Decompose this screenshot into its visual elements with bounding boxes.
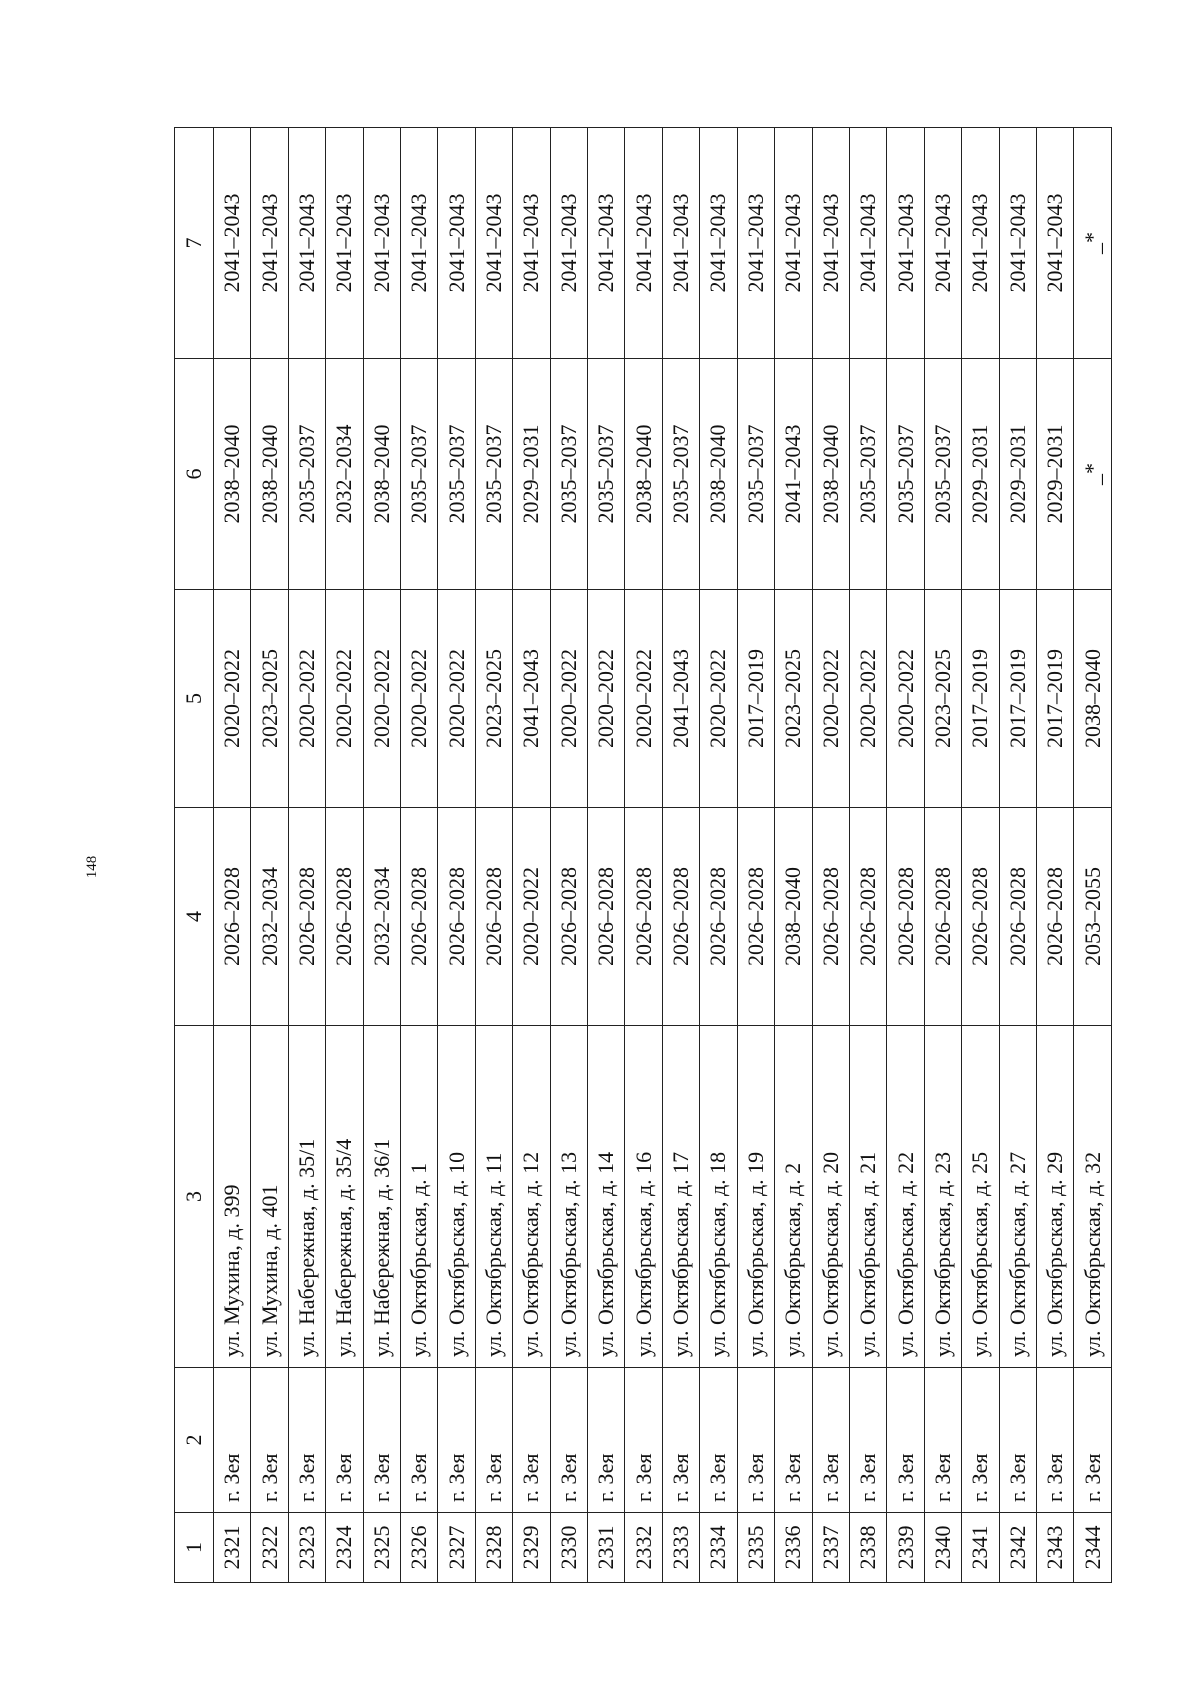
table-row bbox=[700, 128, 737, 1583]
address-cell: ул. Набережная, д. 35/1 bbox=[288, 1026, 325, 1368]
period-cell-4: 2026–2028 bbox=[326, 808, 363, 1026]
address-cell: ул. Октябрьская, д. 22 bbox=[887, 1026, 924, 1368]
period-cell-4: 2026–2028 bbox=[288, 808, 325, 1026]
address-cell: ул. Октябрьская, д. 17 bbox=[662, 1026, 699, 1368]
period-cell-5: 2020–2022 bbox=[363, 590, 400, 808]
period-cell-7: 2041–2043 bbox=[775, 128, 812, 359]
period-cell-7: 2041–2043 bbox=[1036, 128, 1073, 359]
period-cell-5: 2020–2022 bbox=[849, 590, 886, 808]
period-cell-4: 2026–2028 bbox=[662, 808, 699, 1026]
period-cell-4: 2026–2028 bbox=[475, 808, 512, 1026]
period-cell-7: 2041–2043 bbox=[363, 128, 400, 359]
period-cell-6: 2035–2037 bbox=[887, 359, 924, 590]
row-number-cell: 2321 bbox=[214, 1513, 251, 1583]
period-cell-5: 2020–2022 bbox=[887, 590, 924, 808]
period-cell-7: 2041–2043 bbox=[662, 128, 699, 359]
table-row bbox=[475, 128, 512, 1583]
city-cell: г. Зея bbox=[1036, 1368, 1073, 1513]
period-cell-7: 2041–2043 bbox=[924, 128, 961, 359]
period-cell-6: 2035–2037 bbox=[849, 359, 886, 590]
row-number-cell: 2333 bbox=[662, 1513, 699, 1583]
city-cell: г. Зея bbox=[662, 1368, 699, 1513]
address-cell: ул. Октябрьская, д. 20 bbox=[812, 1026, 849, 1368]
period-cell-4: 2026–2028 bbox=[1036, 808, 1073, 1026]
address-cell: ул. Октябрьская, д. 14 bbox=[588, 1026, 625, 1368]
address-cell: ул. Октябрьская, д. 12 bbox=[513, 1026, 550, 1368]
city-cell: г. Зея bbox=[438, 1368, 475, 1513]
period-cell-4: 2038–2040 bbox=[775, 808, 812, 1026]
row-number-cell: 2323 bbox=[288, 1513, 325, 1583]
city-cell: г. Зея bbox=[588, 1368, 625, 1513]
period-cell-6: _* bbox=[1074, 359, 1112, 590]
table-row bbox=[513, 128, 550, 1583]
row-number-cell: 2328 bbox=[475, 1513, 512, 1583]
period-cell-6: 2038–2040 bbox=[812, 359, 849, 590]
period-cell-6: 2035–2037 bbox=[662, 359, 699, 590]
city-cell: г. Зея bbox=[924, 1368, 961, 1513]
period-cell-4: 2026–2028 bbox=[588, 808, 625, 1026]
period-cell-5: 2041–2043 bbox=[513, 590, 550, 808]
city-cell: г. Зея bbox=[288, 1368, 325, 1513]
address-cell: ул. Октябрьская, д. 32 bbox=[1074, 1026, 1112, 1368]
address-cell: ул. Октябрьская, д. 2 bbox=[775, 1026, 812, 1368]
address-cell: ул. Октябрьская, д. 1 bbox=[401, 1026, 438, 1368]
table-row bbox=[737, 128, 774, 1583]
period-cell-7: 2041–2043 bbox=[550, 128, 587, 359]
row-number-cell: 2322 bbox=[251, 1513, 288, 1583]
row-number-cell: 2341 bbox=[962, 1513, 999, 1583]
period-cell-4: 2026–2028 bbox=[550, 808, 587, 1026]
period-cell-5: 2023–2025 bbox=[475, 590, 512, 808]
period-cell-4: 2026–2028 bbox=[849, 808, 886, 1026]
period-cell-5: 2017–2019 bbox=[999, 590, 1036, 808]
row-number-cell: 2337 bbox=[812, 1513, 849, 1583]
table-row bbox=[214, 128, 251, 1583]
row-number-cell: 2332 bbox=[625, 1513, 662, 1583]
city-cell: г. Зея bbox=[887, 1368, 924, 1513]
table-row bbox=[625, 128, 662, 1583]
period-cell-5: 2020–2022 bbox=[625, 590, 662, 808]
period-cell-7: 2041–2043 bbox=[326, 128, 363, 359]
row-number-cell: 2325 bbox=[363, 1513, 400, 1583]
address-cell: ул. Октябрьская, д. 19 bbox=[737, 1026, 774, 1368]
city-cell: г. Зея bbox=[737, 1368, 774, 1513]
city-cell: г. Зея bbox=[326, 1368, 363, 1513]
row-number-cell: 2342 bbox=[999, 1513, 1036, 1583]
table-row bbox=[363, 128, 400, 1583]
column-header: 5 bbox=[175, 590, 214, 808]
column-header: 1 bbox=[175, 1513, 214, 1583]
period-cell-6: 2035–2037 bbox=[588, 359, 625, 590]
period-cell-5: 2020–2022 bbox=[550, 590, 587, 808]
column-header: 2 bbox=[175, 1368, 214, 1513]
address-cell: ул. Набережная, д. 36/1 bbox=[363, 1026, 400, 1368]
period-cell-7: 2041–2043 bbox=[737, 128, 774, 359]
row-number-cell: 2329 bbox=[513, 1513, 550, 1583]
period-cell-4: 2026–2028 bbox=[887, 808, 924, 1026]
row-number-cell: 2335 bbox=[737, 1513, 774, 1583]
period-cell-6: 2035–2037 bbox=[288, 359, 325, 590]
period-cell-5: 2041–2043 bbox=[662, 590, 699, 808]
city-cell: г. Зея bbox=[962, 1368, 999, 1513]
address-cell: ул. Октябрьская, д. 23 bbox=[924, 1026, 961, 1368]
period-cell-6: 2029–2031 bbox=[999, 359, 1036, 590]
period-cell-7: 2041–2043 bbox=[251, 128, 288, 359]
period-cell-6: 2038–2040 bbox=[363, 359, 400, 590]
period-cell-4: 2026–2028 bbox=[625, 808, 662, 1026]
address-cell: ул. Октябрьская, д. 29 bbox=[1036, 1026, 1073, 1368]
address-cell: ул. Октябрьская, д. 18 bbox=[700, 1026, 737, 1368]
repair-schedule-table bbox=[174, 127, 1112, 1583]
period-cell-7: 2041–2043 bbox=[588, 128, 625, 359]
city-cell: г. Зея bbox=[812, 1368, 849, 1513]
period-cell-6: 2029–2031 bbox=[1036, 359, 1073, 590]
period-cell-5: 2038–2040 bbox=[1074, 590, 1112, 808]
period-cell-5: 2017–2019 bbox=[737, 590, 774, 808]
period-cell-5: 2017–2019 bbox=[962, 590, 999, 808]
period-cell-7: _* bbox=[1074, 128, 1112, 359]
period-cell-4: 2026–2028 bbox=[924, 808, 961, 1026]
address-cell: ул. Октябрьская, д. 13 bbox=[550, 1026, 587, 1368]
rotated-table-frame bbox=[174, 128, 1112, 1583]
period-cell-6: 2038–2040 bbox=[625, 359, 662, 590]
period-cell-4: 2026–2028 bbox=[812, 808, 849, 1026]
row-number-cell: 2327 bbox=[438, 1513, 475, 1583]
period-cell-7: 2041–2043 bbox=[812, 128, 849, 359]
table-row bbox=[962, 128, 999, 1583]
table-row bbox=[999, 128, 1036, 1583]
city-cell: г. Зея bbox=[475, 1368, 512, 1513]
address-cell: ул. Октябрьская, д. 11 bbox=[475, 1026, 512, 1368]
row-number-cell: 2330 bbox=[550, 1513, 587, 1583]
table-row bbox=[588, 128, 625, 1583]
period-cell-5: 2020–2022 bbox=[438, 590, 475, 808]
period-cell-4: 2053–2055 bbox=[1074, 808, 1112, 1026]
column-header: 6 bbox=[175, 359, 214, 590]
table-row bbox=[251, 128, 288, 1583]
period-cell-6: 2038–2040 bbox=[251, 359, 288, 590]
period-cell-4: 2026–2028 bbox=[999, 808, 1036, 1026]
row-number-cell: 2340 bbox=[924, 1513, 961, 1583]
row-number-cell: 2343 bbox=[1036, 1513, 1073, 1583]
period-cell-7: 2041–2043 bbox=[438, 128, 475, 359]
period-cell-4: 2026–2028 bbox=[438, 808, 475, 1026]
period-cell-6: 2041–2043 bbox=[775, 359, 812, 590]
table-container bbox=[174, 128, 1112, 1583]
address-cell: ул. Мухина, д. 399 bbox=[214, 1026, 251, 1368]
period-cell-7: 2041–2043 bbox=[849, 128, 886, 359]
period-cell-7: 2041–2043 bbox=[401, 128, 438, 359]
row-number-cell: 2326 bbox=[401, 1513, 438, 1583]
table-row bbox=[550, 128, 587, 1583]
address-cell: ул. Набережная, д. 35/4 bbox=[326, 1026, 363, 1368]
column-header: 7 bbox=[175, 128, 214, 359]
table-row bbox=[924, 128, 961, 1583]
table-row bbox=[438, 128, 475, 1583]
table-row bbox=[1036, 128, 1073, 1583]
period-cell-6: 2032–2034 bbox=[326, 359, 363, 590]
city-cell: г. Зея bbox=[625, 1368, 662, 1513]
period-cell-6: 2035–2037 bbox=[737, 359, 774, 590]
period-cell-4: 2026–2028 bbox=[737, 808, 774, 1026]
address-cell: ул. Октябрьская, д. 10 bbox=[438, 1026, 475, 1368]
period-cell-5: 2020–2022 bbox=[401, 590, 438, 808]
period-cell-6: 2035–2037 bbox=[475, 359, 512, 590]
city-cell: г. Зея bbox=[700, 1368, 737, 1513]
city-cell: г. Зея bbox=[849, 1368, 886, 1513]
city-cell: г. Зея bbox=[550, 1368, 587, 1513]
period-cell-6: 2029–2031 bbox=[513, 359, 550, 590]
period-cell-4: 2026–2028 bbox=[401, 808, 438, 1026]
row-number-cell: 2331 bbox=[588, 1513, 625, 1583]
row-number-cell: 2339 bbox=[887, 1513, 924, 1583]
header-row bbox=[175, 128, 214, 1583]
period-cell-7: 2041–2043 bbox=[887, 128, 924, 359]
period-cell-5: 2023–2025 bbox=[251, 590, 288, 808]
column-header: 4 bbox=[175, 808, 214, 1026]
period-cell-5: 2023–2025 bbox=[924, 590, 961, 808]
period-cell-7: 2041–2043 bbox=[999, 128, 1036, 359]
period-cell-4: 2026–2028 bbox=[962, 808, 999, 1026]
table-row bbox=[812, 128, 849, 1583]
period-cell-7: 2041–2043 bbox=[962, 128, 999, 359]
period-cell-4: 2026–2028 bbox=[700, 808, 737, 1026]
period-cell-6: 2038–2040 bbox=[700, 359, 737, 590]
period-cell-7: 2041–2043 bbox=[288, 128, 325, 359]
address-cell: ул. Октябрьская, д. 27 bbox=[999, 1026, 1036, 1368]
row-number-cell: 2344 bbox=[1074, 1513, 1112, 1583]
table-row bbox=[887, 128, 924, 1583]
period-cell-6: 2029–2031 bbox=[962, 359, 999, 590]
row-number-cell: 2324 bbox=[326, 1513, 363, 1583]
period-cell-5: 2023–2025 bbox=[775, 590, 812, 808]
city-cell: г. Зея bbox=[999, 1368, 1036, 1513]
period-cell-6: 2035–2037 bbox=[401, 359, 438, 590]
period-cell-5: 2020–2022 bbox=[588, 590, 625, 808]
address-cell: ул. Октябрьская, д. 21 bbox=[849, 1026, 886, 1368]
city-cell: г. Зея bbox=[1074, 1368, 1112, 1513]
row-number-cell: 2334 bbox=[700, 1513, 737, 1583]
table-header bbox=[175, 128, 214, 1583]
period-cell-5: 2020–2022 bbox=[326, 590, 363, 808]
period-cell-7: 2041–2043 bbox=[214, 128, 251, 359]
city-cell: г. Зея bbox=[251, 1368, 288, 1513]
table-row bbox=[326, 128, 363, 1583]
period-cell-6: 2038–2040 bbox=[214, 359, 251, 590]
period-cell-6: 2035–2037 bbox=[550, 359, 587, 590]
address-cell: ул. Октябрьская, д. 25 bbox=[962, 1026, 999, 1368]
city-cell: г. Зея bbox=[214, 1368, 251, 1513]
period-cell-4: 2026–2028 bbox=[214, 808, 251, 1026]
column-header: 3 bbox=[175, 1026, 214, 1368]
table-row bbox=[1074, 128, 1112, 1583]
period-cell-5: 2020–2022 bbox=[700, 590, 737, 808]
table-row bbox=[775, 128, 812, 1583]
period-cell-5: 2017–2019 bbox=[1036, 590, 1073, 808]
period-cell-7: 2041–2043 bbox=[625, 128, 662, 359]
city-cell: г. Зея bbox=[513, 1368, 550, 1513]
city-cell: г. Зея bbox=[401, 1368, 438, 1513]
table-row bbox=[662, 128, 699, 1583]
table-body bbox=[214, 128, 1112, 1583]
period-cell-4: 2032–2034 bbox=[363, 808, 400, 1026]
period-cell-7: 2041–2043 bbox=[700, 128, 737, 359]
period-cell-4: 2032–2034 bbox=[251, 808, 288, 1026]
table-row bbox=[849, 128, 886, 1583]
address-cell: ул. Мухина, д. 401 bbox=[251, 1026, 288, 1368]
table-row bbox=[401, 128, 438, 1583]
address-cell: ул. Октябрьская, д. 16 bbox=[625, 1026, 662, 1368]
row-number-cell: 2336 bbox=[775, 1513, 812, 1583]
period-cell-7: 2041–2043 bbox=[513, 128, 550, 359]
period-cell-5: 2020–2022 bbox=[812, 590, 849, 808]
period-cell-5: 2020–2022 bbox=[288, 590, 325, 808]
city-cell: г. Зея bbox=[363, 1368, 400, 1513]
city-cell: г. Зея bbox=[775, 1368, 812, 1513]
period-cell-6: 2035–2037 bbox=[924, 359, 961, 590]
period-cell-4: 2020–2022 bbox=[513, 808, 550, 1026]
period-cell-5: 2020–2022 bbox=[214, 590, 251, 808]
row-number-cell: 2338 bbox=[849, 1513, 886, 1583]
page-number: 148 bbox=[84, 855, 100, 879]
period-cell-7: 2041–2043 bbox=[475, 128, 512, 359]
table-row bbox=[288, 128, 325, 1583]
period-cell-6: 2035–2037 bbox=[438, 359, 475, 590]
